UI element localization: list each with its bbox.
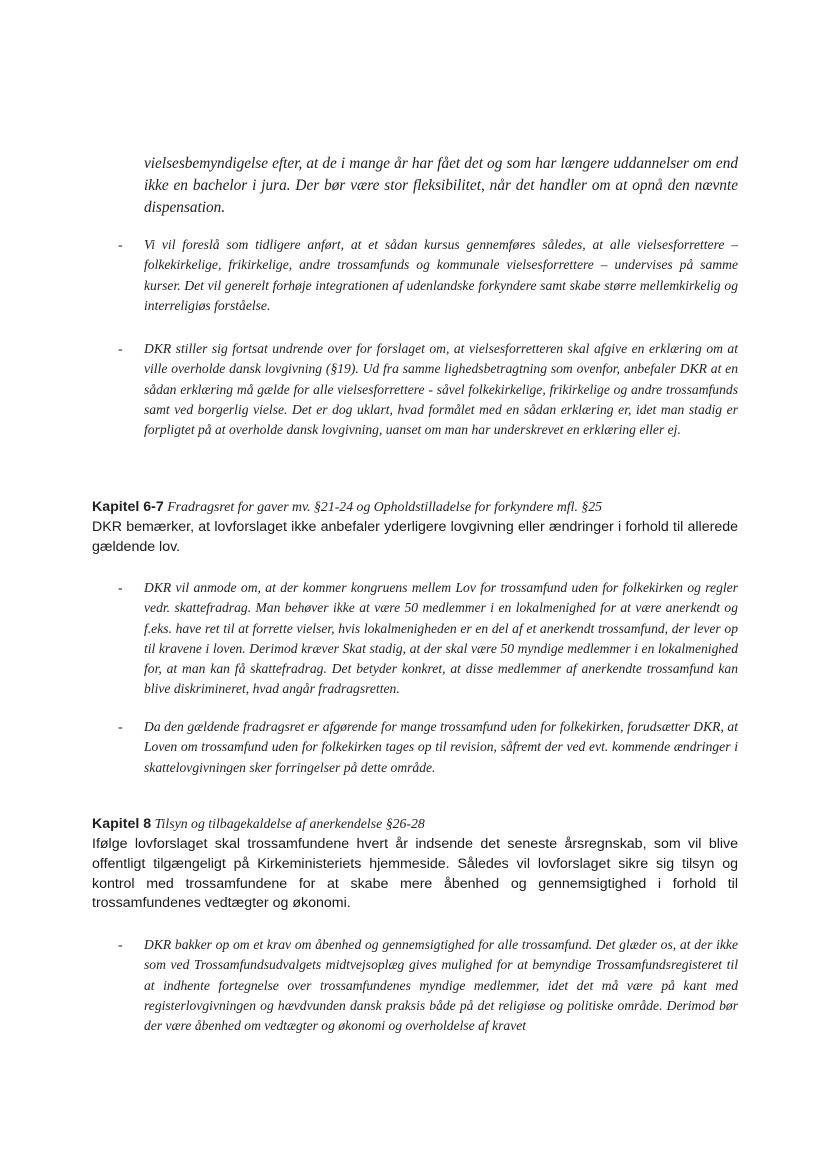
bullet-text: DKR vil anmode om, at der kommer kongruens mellem Lov for trossamfund uden for folkekirken og regler vedr. skattefradrag. Man behøver ikke at være 50 medlemmer i en lokalmenighed for at være anerkendt og f.eks. have ret til at forrette vielser, hvis lokalmenigheden er en del af et anerkendt trossamfund, der lever op til kravene i loven. Derimod kræver Skat stadig, at der skal være 50 myndige medlemmer i en lokalmenighed for, at man kan få skattefradrag. Det betyder konkret, at disse medlemmer af anerkendte trossamfund kan blive diskrimineret, hvad angår fradragsretten. — [144, 580, 738, 697]
bullet-item — [118, 935, 738, 1036]
chapter-6-7-heading — [92, 497, 738, 518]
chapter-8-heading — [92, 814, 738, 835]
chapter-6-7-body: DKR bemærker, at lovforslaget ikke anbefaler yderligere lovgivning eller ændringer i forhold til allerede gældende lov. — [92, 519, 738, 555]
bullet-marker: - — [118, 719, 123, 734]
bullet-text: DKR bakker op om et krav om åbenhed og gennemsigtighed for alle trossamfund. Det glæder os, at der ikke som ved Trossamfundsudvalgets midtvejsoplæg gives mulighed for at bemyndige Trossamfundsregisteret til at indhente fortegnelse over trossamfundenes myndige medlemmer, idet det må være på kant med registerlovgivningen og hævdvunden dansk praksis både på det religiøse og politiske område. Derimod bør der være åbenhed om vedtægter og økonomi og overholdelse af kravet — [144, 937, 738, 1034]
bullet-item — [118, 717, 738, 778]
bullet-text: Da den gældende fradragsret er afgørende for mange trossamfund uden for folkekirken, forudsætter DKR, at Loven om trossamfund uden for folkekirken tages op til revision, såfremt der ved evt. kommende ændringer i skattelovgivningen sker forringelser på dette område. — [144, 719, 738, 775]
bullet-item — [118, 339, 738, 440]
chapter-title: Tilsyn og tilbagekaldelse af anerkendelse §26-28 — [154, 816, 425, 831]
bullet-marker: - — [118, 937, 123, 952]
chapter-title: Fradragsret for gaver mv. §21-24 og Opholdstilladelse for forkyndere mfl. §25 — [167, 499, 603, 514]
intro-paragraph: vielsesbemyndigelse efter, at de i mange år har fået det og som har længere uddannelser om end ikke en bachelor i jura. Der bør være stor fleksibilitet, når det handler om at opnå den nævnte dispensation. — [144, 155, 738, 216]
bullet-marker: - — [118, 237, 123, 252]
chapter-label: Kapitel 6-7 — [92, 499, 164, 515]
bullet-text: Vi vil foreslå som tidligere anført, at et sådan kursus gennemføres således, at alle vielsesforrettere – folkekirkelige, frikirkelige, andre trossamfunds og kommunale vielsesforrettere – undervises på samme kurser. Det vil generelt forhøje integrationen af udenlandske forkyndere samt skabe større mellemkirkelig og interreligiøs forståelse. — [144, 237, 738, 313]
bullet-item — [118, 578, 738, 700]
chapter-label: Kapitel 8 — [92, 816, 152, 832]
bullet-item — [118, 235, 738, 316]
bullet-marker: - — [118, 580, 123, 595]
bullet-marker: - — [118, 341, 123, 356]
chapter-8-body: Ifølge lovforslaget skal trossamfundene hvert år indsende det seneste årsregnskab, som vil blive offentligt tilgængeligt på Kirkeministeriets hjemmeside. Således vil lovforslaget sikre sig tilsyn og kontrol med trossamfundene for at skabe mere åbenhed og gennemsigtighed i forhold til trossamfundenes vedtægter og økonomi. — [92, 836, 738, 912]
bullet-text: DKR stiller sig fortsat undrende over for forslaget om, at vielsesforretteren skal afgive en erklæring om at ville overholde dansk lovgivning (§19). Ud fra samme lighedsbetragtning som ovenfor, anbefaler DKR at en sådan erklæring må gælde for alle vielsesforrettere - såvel folkekirkelige, frikirkelige og andre trossamfunds samt ved borgerlig vielse. Det er dog uklart, hvad formålet med en sådan erklæring er, idet man stadig er forpligtet på at overholde dansk lovgivning, uanset om man har underskrevet en erklæring eller ej. — [144, 341, 738, 438]
